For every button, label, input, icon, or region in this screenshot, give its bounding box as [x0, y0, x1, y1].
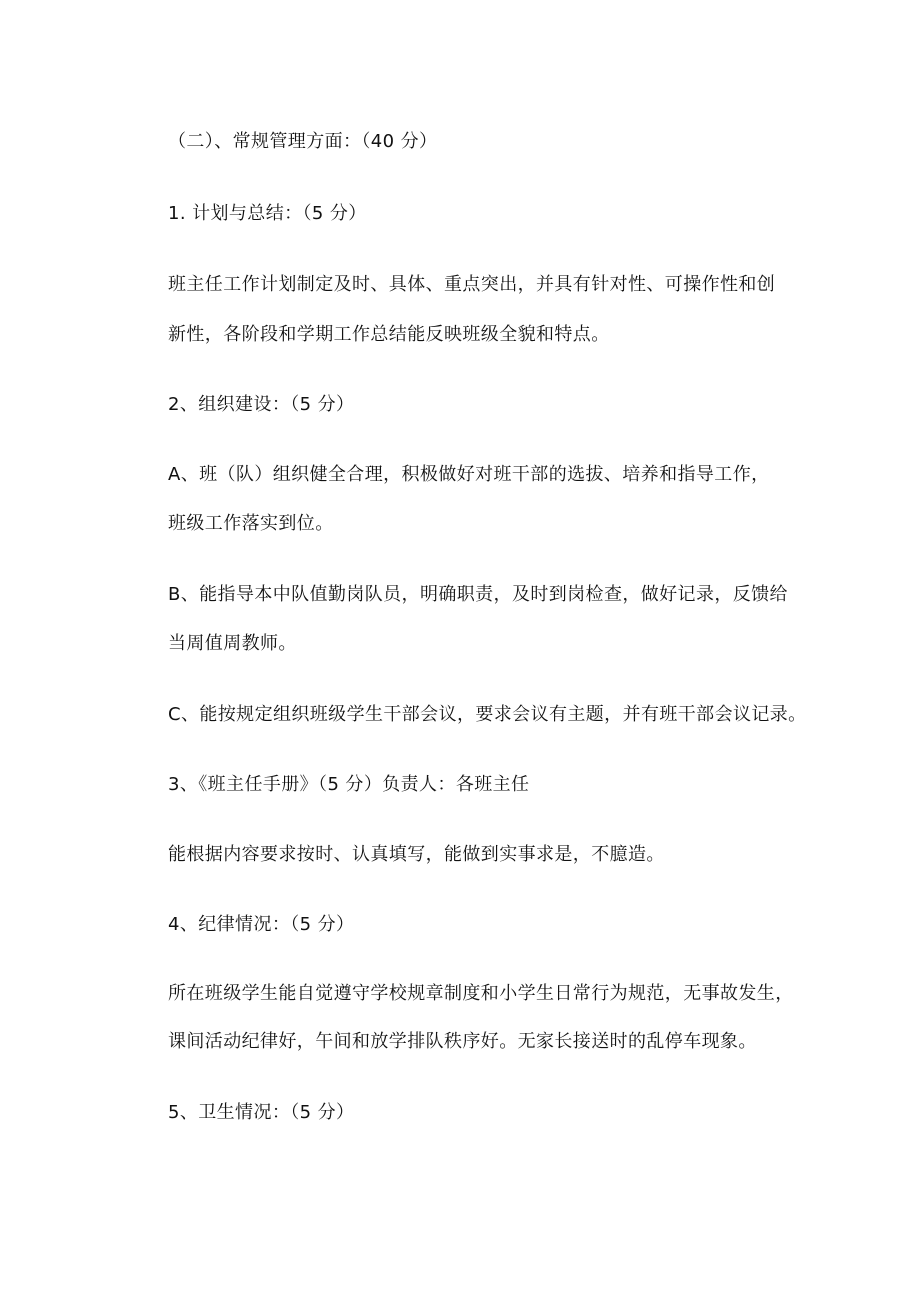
- item2-a-line2: 班级工作落实到位。: [168, 513, 334, 534]
- section-heading: （二）、常规管理方面：（40 分）: [168, 131, 438, 152]
- item2-c-line1: C、能按规定组织班级学生干部会议，要求会议有主题，并有班干部会议记录。: [168, 704, 807, 725]
- item1-body-line2: 新性，各阶段和学期工作总结能反映班级全貌和特点。: [168, 324, 610, 345]
- item2-a-line1: A、班（队）组织健全合理，积极做好对班干部的选拔、培养和指导工作，: [168, 464, 770, 485]
- item2-b-line1: B、能指导本中队值勤岗队员，明确职责，及时到岗检查，做好记录，反馈给: [168, 584, 788, 605]
- item4-body-line2: 课间活动纪律好，午间和放学排队秩序好。无家长接送时的乱停车现象。: [168, 1031, 757, 1052]
- item4-heading: 4、纪律情况：（5 分）: [168, 914, 355, 935]
- item2-b-line2: 当周值周教师。: [168, 633, 297, 654]
- item2-heading: 2、组织建设：（5 分）: [168, 394, 355, 415]
- item3-heading: 3、《班主任手册》（5 分）负责人：各班主任: [168, 774, 530, 795]
- item1-body-line1: 班主任工作计划制定及时、具体、重点突出，并具有针对性、可操作性和创: [168, 274, 776, 295]
- item5-heading: 5、卫生情况：（5 分）: [168, 1102, 355, 1123]
- item1-heading: 1. 计划与总结：（5 分）: [168, 203, 367, 224]
- item4-body-line1: 所在班级学生能自觉遵守学校规章制度和小学生日常行为规范，无事故发生，: [168, 983, 794, 1004]
- item3-body: 能根据内容要求按时、认真填写，能做到实事求是，不臆造。: [168, 844, 665, 865]
